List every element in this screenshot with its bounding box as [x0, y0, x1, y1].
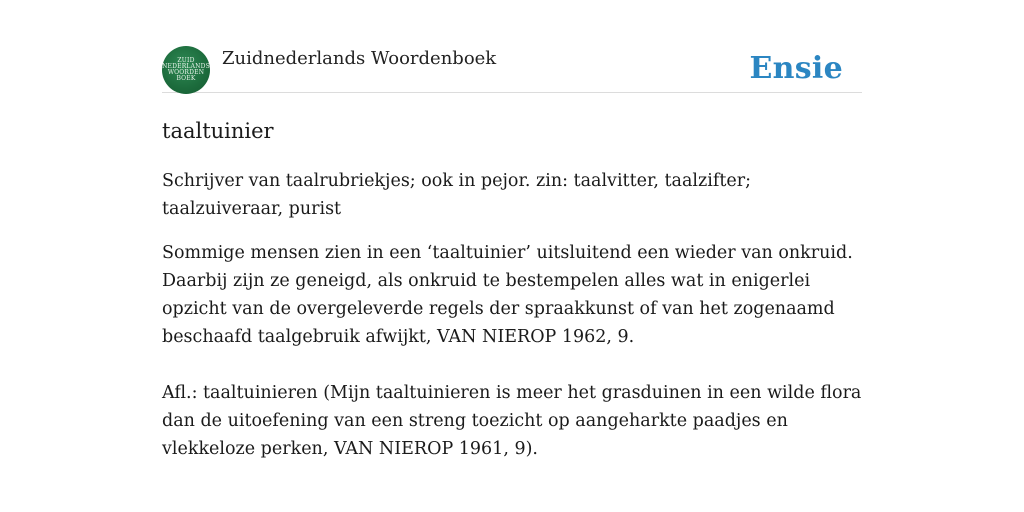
logo-text-line: WOORDEN [167, 69, 205, 76]
logo-text-line: ZUID [177, 57, 195, 64]
entry-card [162, 44, 862, 463]
entry-example: Sommige mensen zien in een ‘taaltuinier’ uitsluitend een wieder van onkruid. Daarbij zijn ze geneigd, als onkruid te bestempelen alles wat in enigerlei opzicht van de overgeleverde regels der spraakkunst of van het zogenaamd beschaafd taalgebruik afwijkt, VAN NIEROP 1962, 9. [162, 243, 853, 347]
entry-derivation: Afl.: taaltuinieren (Mijn taaltuinieren is meer het grasduinen in een wilde flora dan de uitoefening van een streng toezicht op aangeharkte paadjes en vlekkeloze perken, VAN NIEROP 1961, 9). [162, 383, 862, 459]
logo-text-line: NEDERLANDS [162, 63, 210, 70]
entry-header [162, 44, 862, 93]
dictionary-logo[interactable] [162, 46, 210, 94]
source-title[interactable]: Zuidnederlands Woordenboek [222, 48, 497, 69]
entry-headword: taaltuinier [162, 119, 274, 143]
logo-text-line: BOEK [176, 75, 196, 82]
entry-definition: Schrijver van taalrubriekjes; ook in pejor. zin: taalvitter, taalzifter; taalzuiveraar, purist [162, 171, 751, 219]
brand-logo[interactable]: Ensie [749, 51, 843, 86]
